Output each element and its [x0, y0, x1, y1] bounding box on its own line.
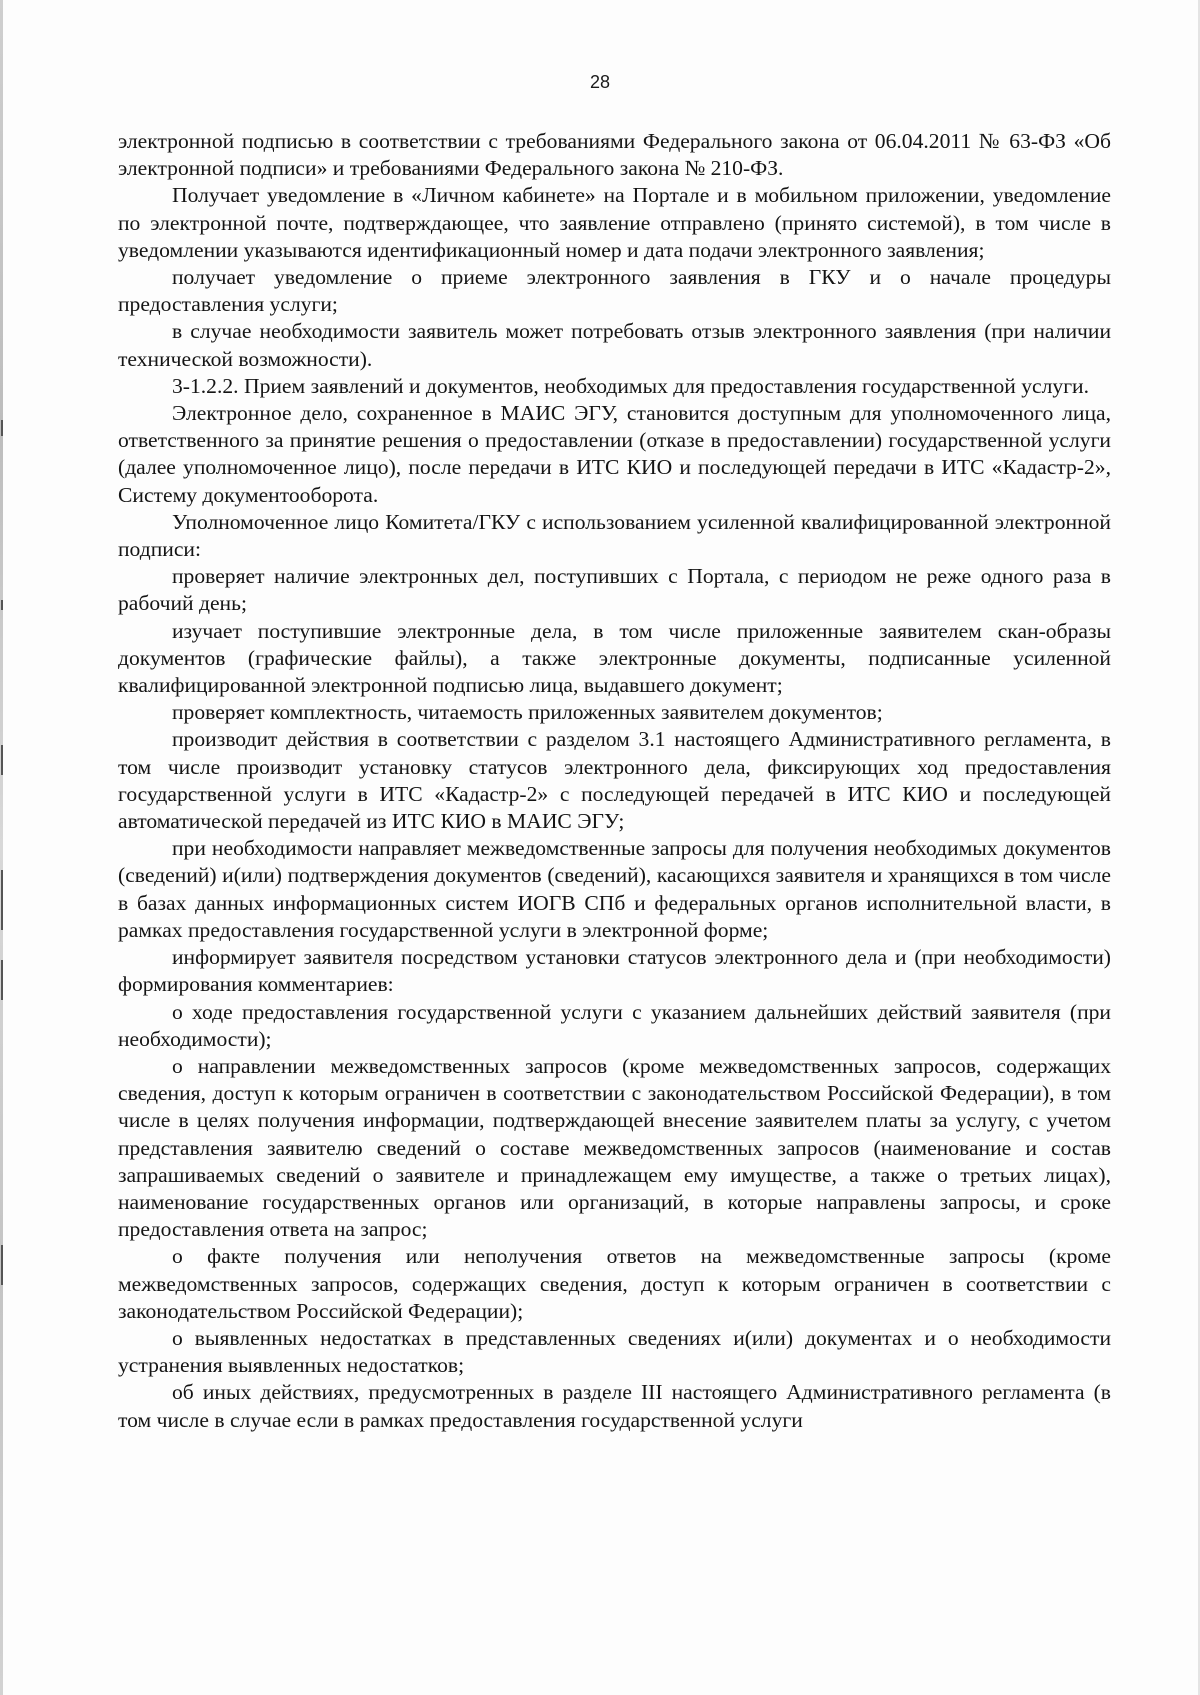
paragraph: об иных действиях, предусмотренных в разделе III настоящего Административного регламента (в том числе в случае если в рамках предоставления государственной услуги — [118, 1380, 1111, 1432]
paragraph: о ходе предоставления государственной услуги с указанием дальнейших действий заявителя (при необходимости); — [118, 999, 1111, 1051]
paragraph: Уполномоченное лицо Комитета/ГКУ с использованием усиленной квалифицированной электронной подписи: — [118, 509, 1111, 562]
paragraph: о выявленных недостатках в представленных сведениях и(или) документах и о необходимости устранения выявленных недостатков; — [118, 1325, 1111, 1378]
scan-artifact — [1, 1245, 3, 1285]
paragraph: при необходимости направляет межведомственные запросы для получения необходимых документов (сведений) и(или) подтверждения документов (сведений), касающихся заявителя и хранящихся в том числе в базах данных информационных систем ИОГВ СПб и федеральных органов исполнительной власти, в рамках предоставления государственной услуги в электронной форме; — [118, 836, 1111, 942]
paragraph: проверяет наличие электронных дел, поступивших с Портала, с периодом не реже одного раза в рабочий день; — [118, 564, 1111, 616]
paragraph: о факте получения или неполучения ответов на межведомственные запросы (кроме межведомственных запросов, содержащих сведения, доступ к которым ограничен в соответствии с законодательством Российской Федерации); — [118, 1244, 1111, 1323]
scan-left-edge — [0, 0, 3, 1695]
scan-artifact — [1, 870, 3, 930]
paragraph: Получает уведомление в «Личном кабинете» на Портале и в мобильном приложении, уведомление по электронной почте, подтверждающее, что заявление отправлено (принято системой), в том числе в уведомлении указываются идентификационный номер и дата подачи электронного заявления; — [118, 183, 1111, 262]
paragraph: проверяет комплектность, читаемость приложенных заявителем документов; — [172, 700, 883, 725]
scan-artifact — [1, 600, 3, 610]
paragraph: получает уведомление о приеме электронного заявления в ГКУ и о начале процедуры предоставления услуги; — [118, 265, 1111, 317]
scan-artifact — [1, 960, 3, 1000]
paragraph: Электронное дело, сохраненное в МАИС ЭГУ, становится доступным для уполномоченного лица, ответственного за принятие решения о предоставлении (отказе в предоставлении) государственной услуги (далее уполномоченное лицо), после передачи в ИТС КИО и последующей передачи в ИТС «Кадастр-2», Систему документооборота. — [118, 401, 1111, 507]
document-body — [118, 128, 1111, 1434]
paragraph: электронной подписью в соответствии с требованиями Федерального закона от 06.04.2011 № 63-ФЗ «Об электронной подписи» и требованиями Федерального закона № 210-ФЗ. — [118, 129, 1111, 181]
paragraph: в случае необходимости заявитель может потребовать отзыв электронного заявления (при наличии технической возможности). — [118, 319, 1111, 371]
paragraph: 3-1.2.2. Прием заявлений и документов, необходимых для предоставления государственной услуги. — [172, 373, 1090, 398]
scan-artifact — [1, 420, 3, 436]
paragraph: информирует заявителя посредством установки статусов электронного дела и (при необходимости) формирования комментариев: — [118, 945, 1111, 997]
paragraph: о направлении межведомственных запросов (кроме межведомственных запросов, содержащих сведения, доступ к которым ограничен в соответствии с законодательством Российской Федерации), в том числе в целях получения информации, подтверждающей внесение заявителем платы за услугу, с учетом представления заявителю сведений о составе межведомственных запросов (наименование и состав запрашиваемых сведений о заявителе и принадлежащем ему имуществе, а также о третьих лицах), наименование государственных органов или организаций, в которые направлены запросы, и сроке предоставления ответа на запрос; — [118, 1053, 1111, 1242]
paragraph: производит действия в соответствии с разделом 3.1 настоящего Административного регламента, в том числе производит установку статусов электронного дела, фиксирующих ход предоставления государственной услуги в ИТС «Кадастр-2» с последующей передачей в ИТС КИО и последующей автоматической передачей из ИТС КИО в МАИС ЭГУ; — [118, 727, 1111, 834]
page-number: 28 — [589, 72, 611, 92]
paragraph: изучает поступившие электронные дела, в том числе приложенные заявителем скан-образы документов (графические файлы), а также электронные документы, подписанные усиленной квалифицированной электронной подписью лица, выдавшего документ; — [118, 618, 1111, 698]
scan-artifact — [1, 745, 3, 775]
